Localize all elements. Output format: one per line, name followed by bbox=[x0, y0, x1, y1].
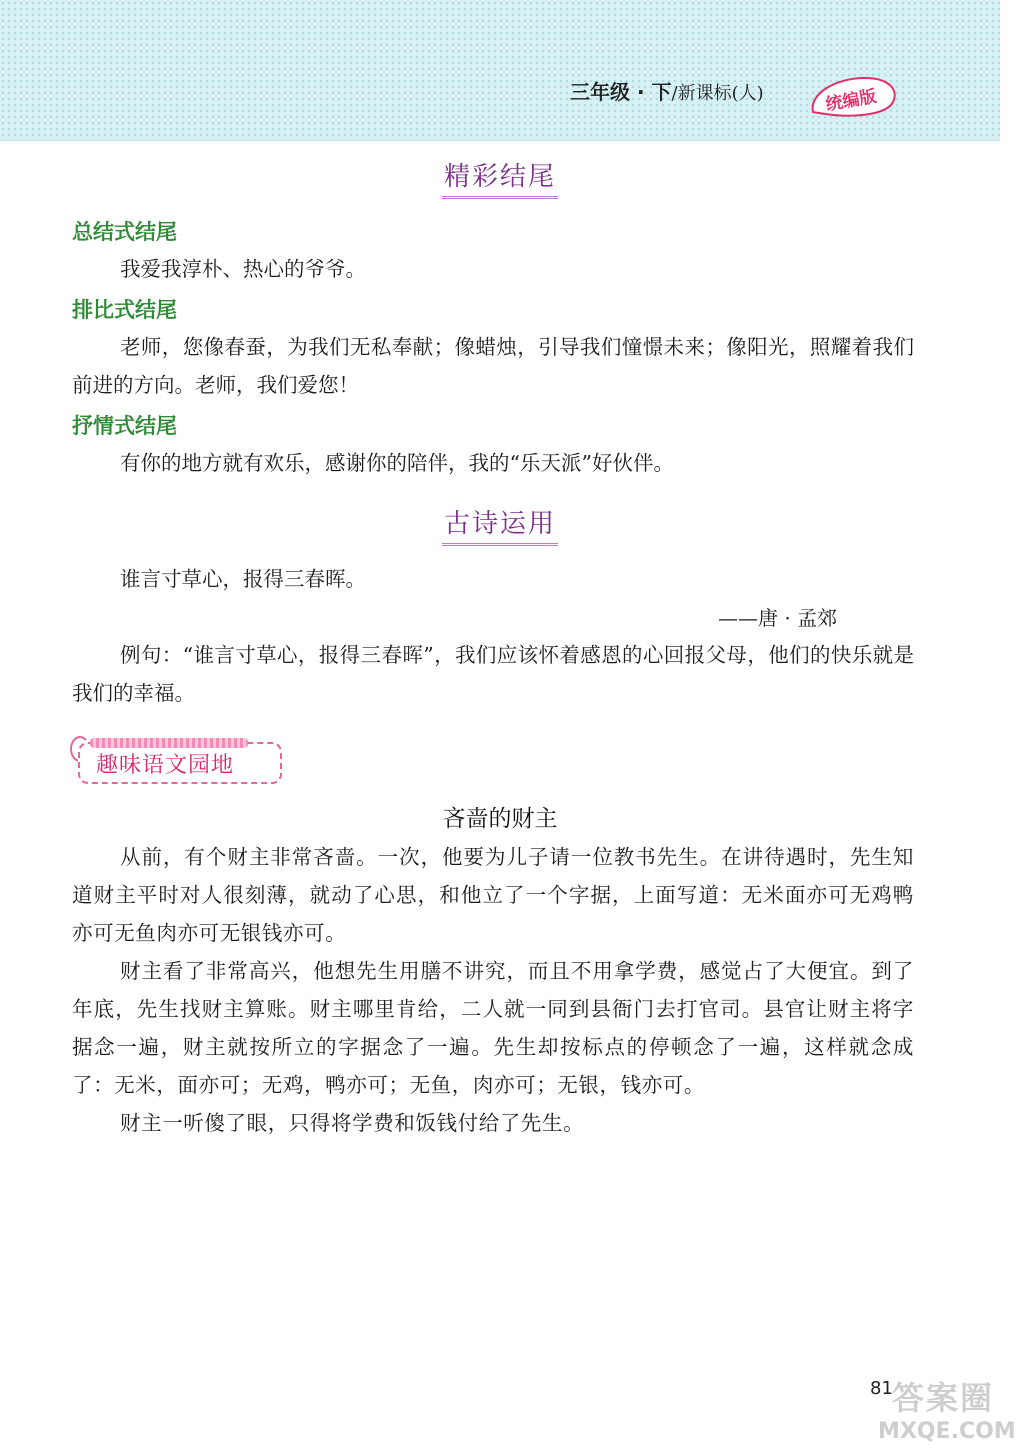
banner-stripe bbox=[90, 738, 248, 748]
subheading-summary-ending: 总结式结尾 bbox=[72, 220, 177, 244]
paragraph-parallel-ending: 老师，您像春蚕，为我们无私奉献；像蜡烛，引导我们憧憬未来；像阳光，照耀着我们前进的方向。老师，我们爱您！ bbox=[72, 335, 914, 397]
poem-source: ——唐 · 孟郊 bbox=[718, 606, 838, 630]
paragraph-lyrical-ending: 有你的地方就有欢乐，感谢你的陪伴，我的“乐天派”好伙伴。 bbox=[120, 451, 674, 475]
grade-label: 三年级 · 下 bbox=[570, 80, 672, 104]
fun-section-banner bbox=[70, 732, 282, 784]
paragraph-summary-ending: 我爱我淳朴、热心的爷爷。 bbox=[120, 257, 366, 281]
edition-badge bbox=[805, 72, 901, 124]
story-paragraph-3: 财主一听傻了眼，只得将学费和饭钱付给了先生。 bbox=[120, 1111, 585, 1135]
edition-badge-text: 统编版 bbox=[824, 86, 878, 116]
poem-line: 谁言寸草心，报得三春晖。 bbox=[120, 567, 366, 591]
watermark-logo-text: 答案圈 bbox=[892, 1379, 995, 1417]
subheading-parallel-ending: 排比式结尾 bbox=[72, 298, 177, 322]
story-paragraph-1: 从前，有个财主非常吝啬。一次，他要为儿子请一位教书先生。在讲待遇时，先生知道财主平时对人很刻薄，就动了心思，和他立了一个字据，上面写道：无米面亦可无鸡鸭亦可无鱼肉亦可无银钱亦可。 bbox=[72, 845, 914, 945]
banner-text: 趣味语文园地 bbox=[96, 753, 235, 778]
subheading-lyrical-ending: 抒情式结尾 bbox=[72, 414, 177, 438]
section-title-poetry: 古诗运用 bbox=[0, 503, 1000, 546]
curriculum-label: /新课标(人) bbox=[671, 83, 764, 104]
poem-example: 例句：“谁言寸草心，报得三春晖”，我们应该怀着感恩的心回报父母，他们的快乐就是我们的幸福。 bbox=[72, 643, 914, 705]
section-title-endings: 精彩结尾 bbox=[0, 156, 1000, 199]
book-info bbox=[570, 76, 764, 105]
story-paragraph-2: 财主看了非常高兴，他想先生用膳不讲究，而且不用拿学费，感觉占了大便宜。到了年底，先生找财主算账。财主哪里肯给，二人就一同到县衙门去打官司。县官让财主将字据念一遍，财主就按所立的字据念了一遍。先生却按标点的停顿念了一遍，这样就念成了：无米，面亦可；无鸡，鸭亦可；无鱼，肉亦可；无银，钱亦可。 bbox=[72, 959, 914, 1097]
page-number: 81 bbox=[870, 1378, 893, 1399]
story-title: 吝啬的财主 bbox=[442, 806, 558, 832]
watermark-url: MXQE.COM bbox=[878, 1419, 1016, 1444]
